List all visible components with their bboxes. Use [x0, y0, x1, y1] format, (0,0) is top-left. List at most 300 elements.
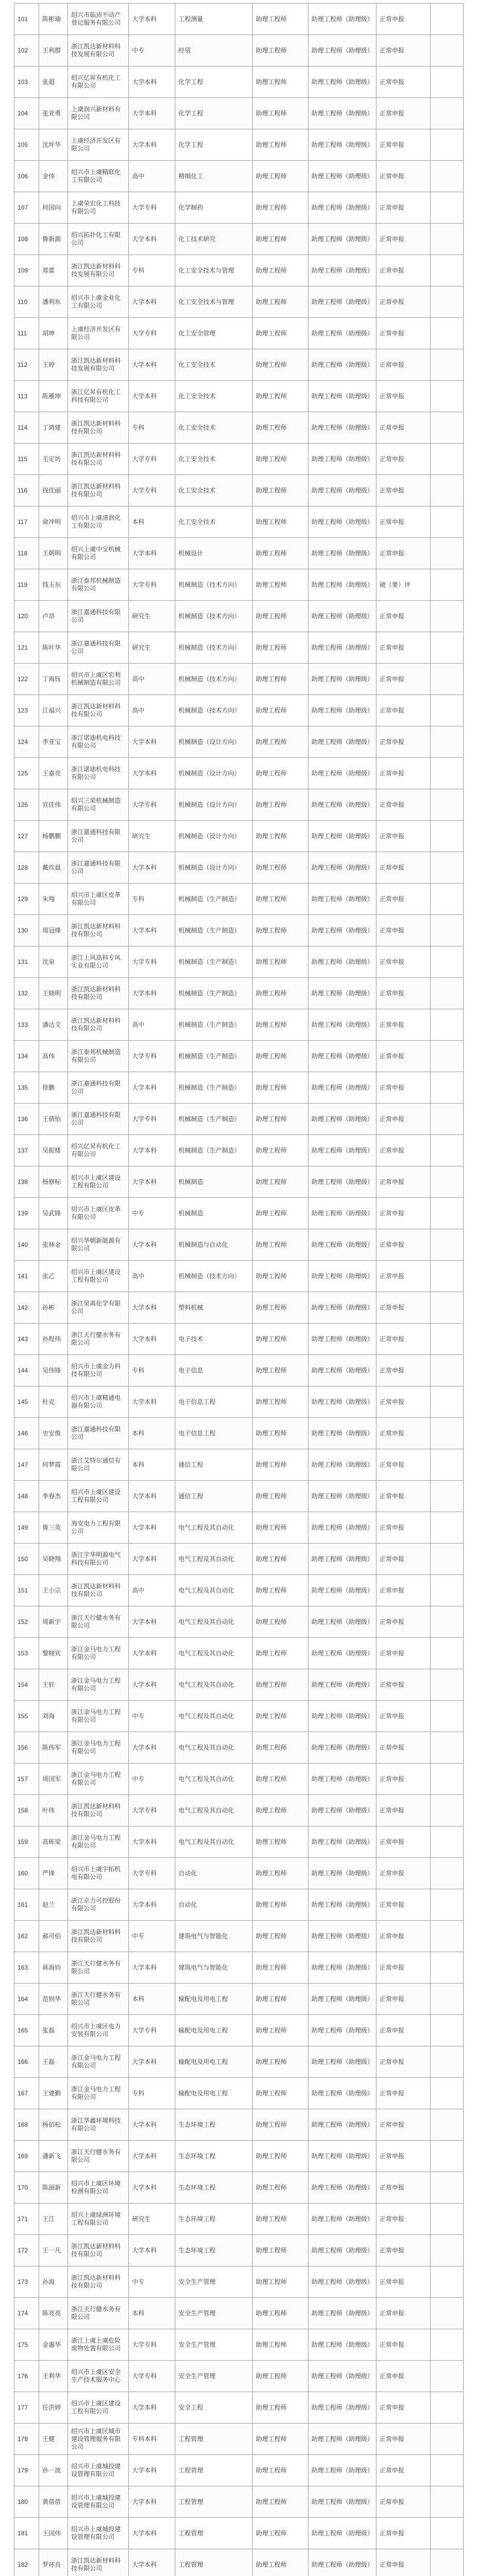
organization-cell: 绍兴市上虞区建设工程有限公司 — [68, 1166, 129, 1198]
major-cell: 自动化 — [175, 1889, 253, 1921]
education-cell: 本科 — [129, 2298, 175, 2329]
remark-cell — [431, 4, 464, 35]
person-name-cell: 陈雁坤 — [39, 381, 68, 412]
organization-cell: 浙江金马电力工程有限公司 — [68, 1701, 129, 1732]
remark-cell — [431, 129, 464, 161]
title-level-cell: 助理工程师（助理级） — [308, 2078, 376, 2109]
person-name-cell: 沈坪华 — [39, 129, 68, 161]
major-cell: 机械制造（生产制造） — [175, 915, 253, 946]
person-name-cell: 蒋海钧 — [39, 1952, 68, 1984]
education-cell: 高中 — [129, 1009, 175, 1041]
person-name-cell: 张超 — [39, 66, 68, 98]
row-number-cell: 101 — [14, 4, 39, 35]
organization-cell: 绍兴市上虞区建设工程有限公司 — [68, 2392, 129, 2424]
row-number-cell: 159 — [14, 1826, 39, 1858]
person-name-cell: 陈亮亮 — [39, 2298, 68, 2329]
education-cell: 大学本科 — [129, 852, 175, 884]
remark-cell — [431, 632, 464, 664]
organization-cell: 绍兴市上虞精联化工有限公司 — [68, 161, 129, 192]
table-row — [14, 192, 464, 224]
remark-cell — [431, 318, 464, 349]
title-series-cell: 助理工程师 — [253, 1764, 308, 1795]
apply-type-cell: 正常申报 — [376, 1198, 431, 1229]
title-level-cell: 助理工程师（助理级） — [308, 412, 376, 444]
organization-cell: 绍兴亿昇有机化工有限公司 — [68, 1135, 129, 1166]
major-cell: 电气工程及其自动化 — [175, 1669, 253, 1701]
remark-cell — [431, 35, 464, 66]
table-row — [14, 1324, 464, 1355]
organization-cell: 绍兴市上虞区建设工程有限公司 — [68, 1261, 129, 1292]
title-level-cell: 助理工程师（助理级） — [308, 1386, 376, 1418]
education-cell: 高中 — [129, 161, 175, 192]
row-number-cell: 162 — [14, 1921, 39, 1952]
table-row — [14, 2518, 464, 2549]
apply-type-cell: 正常申报 — [376, 4, 431, 35]
title-level-cell: 助理工程师（助理级） — [308, 2109, 376, 2141]
table-row — [14, 2298, 464, 2329]
education-cell: 专科 — [129, 884, 175, 915]
apply-type-cell: 正常申报 — [376, 601, 431, 632]
education-cell: 高中 — [129, 1261, 175, 1292]
remark-cell — [431, 1135, 464, 1166]
apply-type-cell: 正常申报 — [376, 1481, 431, 1512]
remark-cell — [431, 2455, 464, 2486]
person-name-cell: 陈丽新 — [39, 2172, 68, 2204]
title-level-cell: 助理工程师（助理级） — [308, 349, 376, 381]
row-number-cell: 106 — [14, 161, 39, 192]
title-level-cell: 助理工程师（助理级） — [308, 1575, 376, 1606]
table-row — [14, 884, 464, 915]
title-level-cell: 助理工程师（助理级） — [308, 1544, 376, 1575]
table-row — [14, 2361, 464, 2392]
apply-type-cell: 正常申报 — [376, 1826, 431, 1858]
person-name-cell: 吴晓翔 — [39, 1544, 68, 1575]
major-cell: 电气工程及其自动化 — [175, 1732, 253, 1764]
education-cell: 大学本科 — [129, 2141, 175, 2172]
person-name-cell: 何梦霞 — [39, 1449, 68, 1481]
row-number-cell: 132 — [14, 978, 39, 1009]
table-row — [14, 1292, 464, 1324]
title-level-cell: 助理工程师（助理级） — [308, 2204, 376, 2235]
apply-type-cell: 正常申报 — [376, 1764, 431, 1795]
major-cell: 电气工程及其自动化 — [175, 1575, 253, 1606]
title-series-cell: 助理工程师 — [253, 789, 308, 821]
education-cell: 大学本科 — [129, 1732, 175, 1764]
apply-type-cell: 正常申报 — [376, 286, 431, 318]
education-cell: 中专 — [129, 1198, 175, 1229]
person-name-cell: 王国伟 — [39, 2518, 68, 2549]
title-level-cell: 助理工程师（助理级） — [308, 884, 376, 915]
education-cell: 大学本科 — [129, 349, 175, 381]
remark-cell — [431, 1889, 464, 1921]
person-name-cell: 王轩 — [39, 1669, 68, 1701]
major-cell: 电气工程及其自动化 — [175, 1544, 253, 1575]
title-level-cell: 助理工程师（助理级） — [308, 538, 376, 569]
row-number-cell: 170 — [14, 2172, 39, 2204]
row-number-cell: 166 — [14, 2046, 39, 2078]
education-cell: 大学本科 — [129, 1544, 175, 1575]
apply-type-cell: 正常申报 — [376, 1606, 431, 1638]
remark-cell — [431, 2046, 464, 2078]
row-number-cell: 141 — [14, 1261, 39, 1292]
organization-cell: 浙江凯达新材料科技有限公司 — [68, 2549, 129, 2576]
organization-cell: 浙江嘉通科技有限公司 — [68, 601, 129, 632]
remark-cell — [431, 852, 464, 884]
person-name-cell: 丁鸿建 — [39, 412, 68, 444]
title-series-cell: 助理工程师 — [253, 2361, 308, 2392]
table-row — [14, 632, 464, 664]
apply-type-cell: 正常申报 — [376, 2266, 431, 2298]
education-cell: 大学本科 — [129, 1324, 175, 1355]
apply-type-cell: 正常申报 — [376, 1292, 431, 1324]
table-row — [14, 569, 464, 601]
row-number-cell: 153 — [14, 1638, 39, 1669]
education-cell: 本科 — [129, 1418, 175, 1449]
major-cell: 电气工程及其自动化 — [175, 1638, 253, 1669]
title-level-cell: 助理工程师（助理级） — [308, 1041, 376, 1072]
apply-type-cell: 正常申报 — [376, 1638, 431, 1669]
title-level-cell: 助理工程师（助理级） — [308, 1324, 376, 1355]
remark-cell — [431, 1952, 464, 1984]
table-row — [14, 601, 464, 632]
title-level-cell: 助理工程师（助理级） — [308, 2486, 376, 2518]
major-cell: 化工安全技术与管理 — [175, 286, 253, 318]
remark-cell — [431, 1041, 464, 1072]
title-level-cell: 助理工程师（助理级） — [308, 35, 376, 66]
title-series-cell: 助理工程师 — [253, 506, 308, 538]
title-level-cell: 助理工程师（助理级） — [308, 1229, 376, 1261]
apply-type-cell: 正常申报 — [376, 192, 431, 224]
title-level-cell: 助理工程师（助理级） — [308, 381, 376, 412]
education-cell: 大学本科 — [129, 1889, 175, 1921]
row-number-cell: 164 — [14, 1984, 39, 2015]
title-series-cell: 助理工程师 — [253, 98, 308, 129]
person-name-cell: 鲁三英 — [39, 1512, 68, 1544]
education-cell: 大学专科 — [129, 1858, 175, 1889]
title-level-cell: 助理工程师（助理级） — [308, 2266, 376, 2298]
row-number-cell: 124 — [14, 726, 39, 758]
row-number-cell: 160 — [14, 1858, 39, 1889]
education-cell: 大学本科 — [129, 1292, 175, 1324]
major-cell: 工程管理 — [175, 2424, 253, 2455]
row-number-cell: 154 — [14, 1669, 39, 1701]
organization-cell: 浙江天行健水务有限公司 — [68, 1952, 129, 1984]
table-row — [14, 1984, 464, 2015]
education-cell: 大学本科 — [129, 1512, 175, 1544]
title-series-cell: 助理工程师 — [253, 632, 308, 664]
title-level-cell: 助理工程师（助理级） — [308, 1952, 376, 1984]
person-name-cell: 徐鹏 — [39, 1072, 68, 1104]
row-number-cell: 143 — [14, 1324, 39, 1355]
person-name-cell: 毛定坊 — [39, 444, 68, 475]
person-name-cell: 杜克 — [39, 1386, 68, 1418]
title-series-cell: 助理工程师 — [253, 2424, 308, 2455]
education-cell: 大学本科 — [129, 1135, 175, 1166]
apply-type-cell: 正常申报 — [376, 349, 431, 381]
title-series-cell: 助理工程师 — [253, 2486, 308, 2518]
education-cell: 本科 — [129, 1984, 175, 2015]
education-cell: 大学本科 — [129, 98, 175, 129]
education-cell: 大学专科 — [129, 2329, 175, 2361]
title-series-cell: 助理工程师 — [253, 978, 308, 1009]
major-cell: 自动化 — [175, 1858, 253, 1889]
row-number-cell: 127 — [14, 821, 39, 852]
title-level-cell: 助理工程师（助理级） — [308, 2392, 376, 2424]
major-cell: 机械制造（生产制造） — [175, 1135, 253, 1166]
table-row — [14, 2424, 464, 2455]
organization-cell: 浙江嘉通科技有限公司 — [68, 1072, 129, 1104]
person-name-cell: 王嘉亮 — [39, 758, 68, 789]
title-series-cell: 助理工程师 — [253, 1795, 308, 1826]
organization-cell: 绍兴市上虞金业化工有限公司 — [68, 286, 129, 318]
major-cell: 工程管理 — [175, 2549, 253, 2576]
row-number-cell: 120 — [14, 601, 39, 632]
organization-cell: 上虞荣宏化工科技有限公司 — [68, 192, 129, 224]
organization-cell: 海安电力工程有限公司 — [68, 1512, 129, 1544]
remark-cell — [431, 1481, 464, 1512]
apply-type-cell: 正常申报 — [376, 1701, 431, 1732]
person-name-cell: 卢昂 — [39, 601, 68, 632]
remark-cell — [431, 1512, 464, 1544]
table-row — [14, 758, 464, 789]
person-name-cell: 罗环良 — [39, 2549, 68, 2576]
apply-type-cell: 正常申报 — [376, 978, 431, 1009]
person-name-cell: 王磊 — [39, 2046, 68, 2078]
title-level-cell: 助理工程师（助理级） — [308, 1606, 376, 1638]
table-row — [14, 1701, 464, 1732]
title-series-cell: 助理工程师 — [253, 2235, 308, 2266]
education-cell: 大学本科 — [129, 2549, 175, 2576]
major-cell: 工程管理 — [175, 2518, 253, 2549]
education-cell: 大学本科 — [129, 129, 175, 161]
remark-cell — [431, 884, 464, 915]
apply-type-cell: 正常申报 — [376, 444, 431, 475]
title-series-cell: 助理工程师 — [253, 758, 308, 789]
person-name-cell: 江福兴 — [39, 695, 68, 726]
title-level-cell: 助理工程师（助理级） — [308, 2235, 376, 2266]
apply-type-cell: 正常申报 — [376, 1386, 431, 1418]
organization-cell: 上虞经济开发区有限公司 — [68, 318, 129, 349]
apply-type-cell: 正常申报 — [376, 2329, 431, 2361]
organization-cell: 浙江天行健水务有限公司 — [68, 1606, 129, 1638]
major-cell: 机械制造（技术方向） — [175, 664, 253, 695]
title-level-cell: 助理工程师（助理级） — [308, 978, 376, 1009]
apply-type-cell: 正常申报 — [376, 506, 431, 538]
major-cell: 化工安全技术 — [175, 475, 253, 506]
major-cell: 机械制造与自动化 — [175, 1229, 253, 1261]
remark-cell — [431, 2361, 464, 2392]
remark-cell — [431, 1575, 464, 1606]
person-name-cell: 严锋 — [39, 1858, 68, 1889]
person-name-cell: 任洪婷 — [39, 2392, 68, 2424]
table-row — [14, 1135, 464, 1166]
organization-cell: 浙江凯达新材料科技有限公司 — [68, 412, 129, 444]
title-series-cell: 助理工程师 — [253, 1104, 308, 1135]
title-series-cell: 助理工程师 — [253, 1324, 308, 1355]
row-number-cell: 157 — [14, 1764, 39, 1795]
title-series-cell: 助理工程师 — [253, 884, 308, 915]
apply-type-cell: 正常申报 — [376, 1104, 431, 1135]
table-row — [14, 2204, 464, 2235]
education-cell: 专科 — [129, 412, 175, 444]
apply-type-cell: 正常申报 — [376, 1072, 431, 1104]
row-number-cell: 181 — [14, 2518, 39, 2549]
title-series-cell: 助理工程师 — [253, 1481, 308, 1512]
title-series-cell: 助理工程师 — [253, 695, 308, 726]
person-name-cell: 李亚宝 — [39, 726, 68, 758]
row-number-cell: 176 — [14, 2361, 39, 2392]
table-row — [14, 664, 464, 695]
education-cell: 大学专科 — [129, 789, 175, 821]
title-series-cell: 助理工程师 — [253, 1669, 308, 1701]
remark-cell — [431, 412, 464, 444]
title-series-cell: 助理工程师 — [253, 1041, 308, 1072]
person-name-cell: 高栋梁 — [39, 1826, 68, 1858]
apply-type-cell: 正常申报 — [376, 1921, 431, 1952]
row-number-cell: 151 — [14, 1575, 39, 1606]
title-level-cell: 助理工程师（助理级） — [308, 695, 376, 726]
title-level-cell: 助理工程师（助理级） — [308, 129, 376, 161]
organization-cell: 浙江嘉通科技有限公司 — [68, 632, 129, 664]
organization-cell: 浙江金马电力工程有限公司 — [68, 1764, 129, 1795]
organization-cell: 浙江凯达新材料科技有限公司 — [68, 444, 129, 475]
person-name-cell: 潘达文 — [39, 1009, 68, 1041]
person-name-cell: 戴玖晨 — [39, 852, 68, 884]
organization-cell: 浙江凯达新材料科技有限公司 — [68, 1921, 129, 1952]
person-name-cell: 陈伟军 — [39, 1732, 68, 1764]
row-number-cell: 135 — [14, 1072, 39, 1104]
row-number-cell: 142 — [14, 1292, 39, 1324]
remark-cell — [431, 1858, 464, 1889]
title-series-cell: 助理工程师 — [253, 538, 308, 569]
major-cell: 工程测量 — [175, 4, 253, 35]
apply-type-cell: 正常申报 — [376, 2298, 431, 2329]
title-series-cell: 助理工程师 — [253, 1575, 308, 1606]
table-row — [14, 1732, 464, 1764]
table-row — [14, 318, 464, 349]
table-row — [14, 1669, 464, 1701]
row-number-cell: 174 — [14, 2298, 39, 2329]
title-level-cell: 助理工程师（助理级） — [308, 1355, 376, 1386]
remark-cell — [431, 1324, 464, 1355]
education-cell: 大学专科 — [129, 475, 175, 506]
education-cell: 中专 — [129, 2266, 175, 2298]
apply-type-cell: 正常申报 — [376, 1512, 431, 1544]
table-row — [14, 1952, 464, 1984]
title-level-cell: 助理工程师（助理级） — [308, 2329, 376, 2361]
major-cell: 电子信息工程 — [175, 1386, 253, 1418]
row-number-cell: 172 — [14, 2235, 39, 2266]
organization-cell: 绍兴华朝新能源有限公司 — [68, 1229, 129, 1261]
person-name-cell: 丁海钰 — [39, 664, 68, 695]
row-number-cell: 158 — [14, 1795, 39, 1826]
apply-type-cell: 正常申报 — [376, 2486, 431, 2518]
remark-cell — [431, 1009, 464, 1041]
remark-cell — [431, 1261, 464, 1292]
table-row — [14, 2549, 464, 2576]
remark-cell — [431, 2015, 464, 2046]
title-level-cell: 助理工程师（助理级） — [308, 4, 376, 35]
education-cell: 大学本科 — [129, 1481, 175, 1512]
person-name-cell: 孙海 — [39, 2266, 68, 2298]
organization-cell: 浙江凯达新材料科技有限公司 — [68, 915, 129, 946]
apply-type-cell: 正常申报 — [376, 726, 431, 758]
education-cell: 中专 — [129, 1701, 175, 1732]
remark-cell — [431, 789, 464, 821]
table-row — [14, 2015, 464, 2046]
title-level-cell: 助理工程师（助理级） — [308, 224, 376, 255]
apply-type-cell: 正常申报 — [376, 758, 431, 789]
table-row — [14, 475, 464, 506]
person-name-cell: 王小宗 — [39, 1575, 68, 1606]
remark-cell — [431, 726, 464, 758]
row-number-cell: 109 — [14, 255, 39, 286]
apply-type-cell: 正常申报 — [376, 2046, 431, 2078]
major-cell: 安全生产管理 — [175, 2329, 253, 2361]
row-number-cell: 110 — [14, 286, 39, 318]
table-row — [14, 1198, 464, 1229]
major-cell: 化工技术研究 — [175, 224, 253, 255]
apply-type-cell: 正常申报 — [376, 1889, 431, 1921]
apply-type-cell: 正常申报 — [376, 2109, 431, 2141]
education-cell: 研究生 — [129, 632, 175, 664]
row-number-cell: 175 — [14, 2329, 39, 2361]
title-series-cell: 助理工程师 — [253, 4, 308, 35]
title-series-cell: 助理工程师 — [253, 1072, 308, 1104]
apply-type-cell: 正常申报 — [376, 161, 431, 192]
organization-cell: 浙江凯达新材料科技有限公司 — [68, 695, 129, 726]
row-number-cell: 179 — [14, 2455, 39, 2486]
table-row — [14, 255, 464, 286]
organization-cell: 绍兴上虞绿洲环境工程有限公司 — [68, 2204, 129, 2235]
organization-cell: 浙江泰邦机械制造有限公司 — [68, 1041, 129, 1072]
title-series-cell: 助理工程师 — [253, 1701, 308, 1732]
table-row — [14, 1166, 464, 1198]
title-level-cell: 助理工程师（助理级） — [308, 1889, 376, 1921]
major-cell: 生态环境工程 — [175, 2204, 253, 2235]
apply-type-cell: 正常申报 — [376, 821, 431, 852]
title-series-cell: 助理工程师 — [253, 2455, 308, 2486]
apply-type-cell: 正常申报 — [376, 2235, 431, 2266]
title-series-cell: 助理工程师 — [253, 601, 308, 632]
title-level-cell: 助理工程师（助理级） — [308, 1009, 376, 1041]
major-cell: 化工安全技术 — [175, 444, 253, 475]
apply-type-cell: 正常申报 — [376, 2172, 431, 2204]
row-number-cell: 123 — [14, 695, 39, 726]
remark-cell — [431, 161, 464, 192]
remark-cell — [431, 1826, 464, 1858]
apply-type-cell: 正常申报 — [376, 255, 431, 286]
person-name-cell: 王一凡 — [39, 2235, 68, 2266]
row-number-cell: 113 — [14, 381, 39, 412]
remark-cell — [431, 2549, 464, 2576]
table-row — [14, 852, 464, 884]
qualification-list-table — [14, 3, 464, 2576]
title-level-cell: 助理工程师（助理级） — [308, 475, 376, 506]
apply-type-cell: 正常申报 — [376, 1858, 431, 1889]
row-number-cell: 148 — [14, 1481, 39, 1512]
table-row — [14, 412, 464, 444]
organization-cell: 浙江诺迪机电科技有限公司 — [68, 758, 129, 789]
remark-cell — [431, 286, 464, 318]
title-series-cell: 助理工程师 — [253, 2329, 308, 2361]
title-level-cell: 助理工程师（助理级） — [308, 1198, 376, 1229]
education-cell: 专科本科 — [129, 2424, 175, 2455]
organization-cell: 绍兴市上虞区宏利机械制造有限公司 — [68, 664, 129, 695]
organization-cell: 浙江泰邦机械制造有限公司 — [68, 569, 129, 601]
title-level-cell: 助理工程师（助理级） — [308, 915, 376, 946]
major-cell: 机械制造（生产制造） — [175, 884, 253, 915]
